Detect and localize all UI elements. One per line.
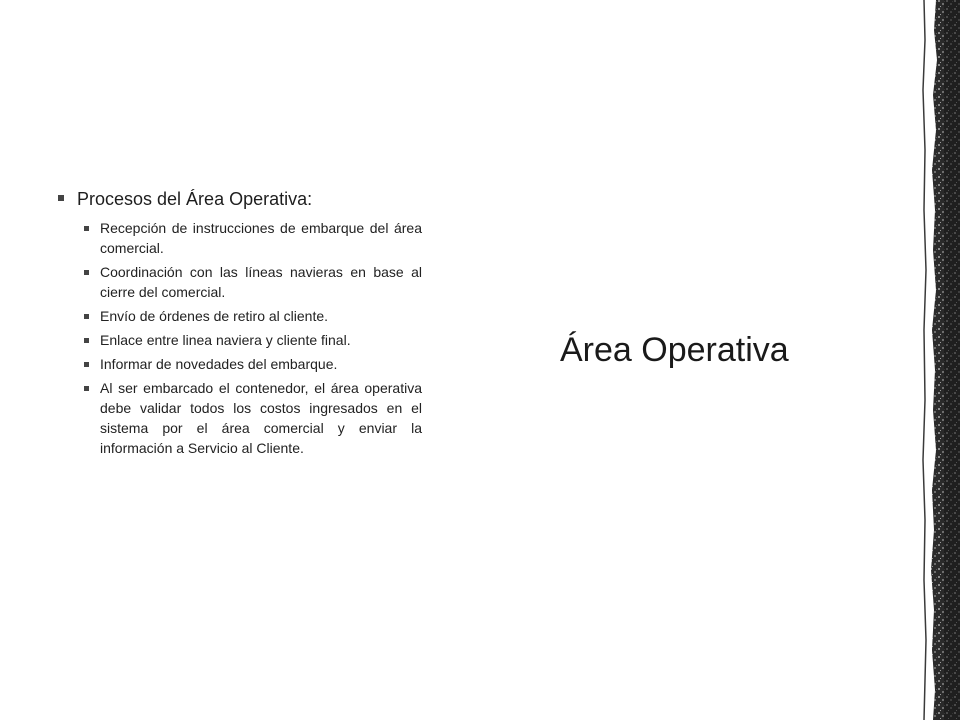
sub-bullet (84, 306, 422, 326)
sub-bullet-text: Envío de órdenes de retiro al cliente. (100, 308, 329, 324)
slide-title: Área Operativa (560, 331, 789, 369)
torn-edge-texture (922, 0, 960, 720)
sub-bullet-text: Recepción de instrucciones de embarque del área comercial. (100, 220, 422, 256)
sub-bullet-text: Coordinación con las líneas navieras en base al cierre del comercial. (100, 264, 422, 300)
bullet-list (58, 186, 422, 462)
sub-bullet (84, 262, 422, 302)
main-bullet-text: Procesos del Área Operativa: (77, 189, 313, 209)
sub-bullet (84, 354, 422, 374)
square-bullet-icon (84, 270, 89, 275)
sub-bullet-text: Enlace entre linea naviera y cliente final. (100, 332, 351, 348)
square-bullet-icon (84, 314, 89, 319)
sub-bullet (84, 378, 422, 458)
sub-bullet-text: Informar de novedades del embarque. (100, 356, 338, 372)
sub-bullet-list (58, 218, 422, 458)
sub-bullet (84, 218, 422, 258)
square-bullet-icon (84, 386, 89, 391)
main-bullet (58, 186, 422, 212)
square-bullet-icon (84, 226, 89, 231)
sub-bullet-text: Al ser embarcado el contenedor, el área operativa debe validar todos los costos ingresados en el sistema por el área comercial y enviar la información a Servicio al Cliente. (100, 380, 422, 456)
square-bullet-icon (84, 338, 89, 343)
square-bullet-icon (84, 362, 89, 367)
sub-bullet (84, 330, 422, 350)
square-bullet-icon (58, 195, 64, 201)
